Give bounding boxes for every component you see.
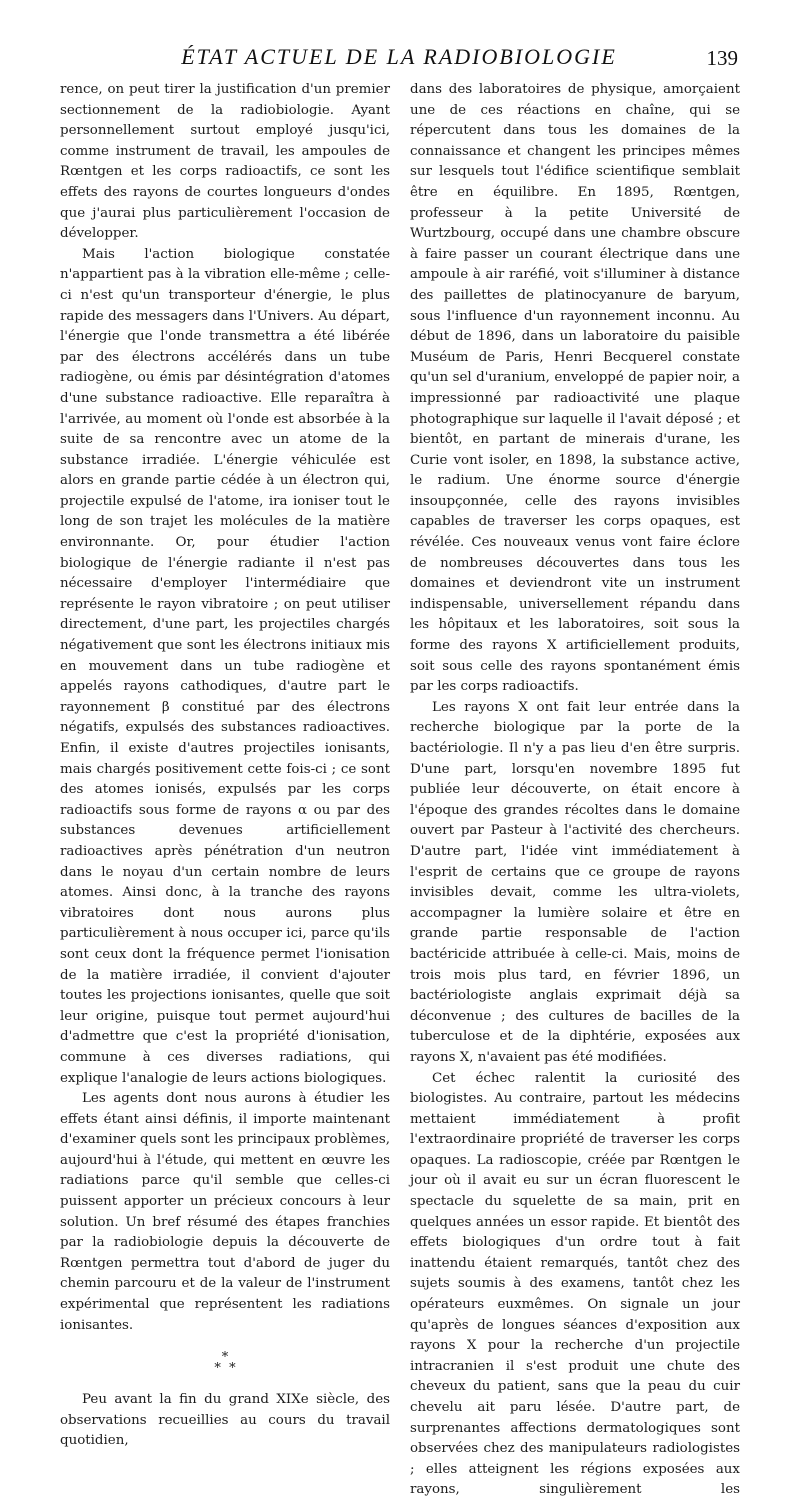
paragraph-right-2: Les rayons X ont fait leur entrée dans la recherche biologique par la porte de la bactériologie. Il n'y a pas lieu d'en être surpris. D'une part, lorsqu'en novembre 1895 fut publiée leur découverte, on était encore à l'époque des grandes récoltes dans le domaine ouvert par Pasteur à l'activité des chercheurs. D'autre part, l'idée vint immédiatement à l'esprit de certains que ce groupe de rayons invisibles devait, comme les ultra-violets, accompagner la lumière solaire et être en grande partie responsable de l'action bactéricide attribuée à celle-ci. Mais, moins de trois mois plus tard, en février 1896, un bactériologiste anglais exprimait déjà sa déconvenue ; des cultures de bacilles de la tuberculose et de la diphtérie, exposées aux rayons X, n'avaient pas été modifiées. bbox=[410, 699, 740, 1065]
paragraph-left-4: Peu avant la fin du grand XIXe siècle, des observations recueillies au cours du travail quotidien, bbox=[60, 1392, 390, 1449]
paragraph-left-1: rence, on peut tirer la justification d'un premier sectionnement de la radiobiologie. Ayant personnellement surtout employé jusqu'ici, comme instrument de travail, les ampoules de Rœntgen et les corps radioactifs, ce sont les effets des rayons de courtes longueurs d'ondes que j'aurai plus particulièrement l'occasion de développer. bbox=[60, 82, 390, 242]
paragraph-left-2: Mais l'action biologique constatée n'appartient pas à la vibration elle-même ; celle-ci n'est qu'un transporteur d'énergie, le plus rapide des messagers dans l'Univers. Au départ, l'énergie que l'onde transmettra a été libérée par des électrons accélérés dans un tube radiogène, ou émis par désintégration d'atomes d'une substance radioactive. Elle reparaîtra à l'arrivée, au moment où l'onde est absorbée à la suite de sa rencontre avec un atome de la substance irradiée. L'énergie véhiculée est alors en grande partie cédée à un électron qui, projectile expulsé de l'atome, ira ioniser tout le long de son trajet les molécules de la matière environnante. Or, pour étudier l'action biologique de l'énergie radiante il n'est pas nécessaire d'employer l'intermédiaire que représente le rayon vibratoire ; on peut utiliser directement, d'une part, les projectiles chargés négativement que sont les électrons initiaux mis en mouvement dans un tube radiogène et appelés rayons cathodiques, d'autre part le rayonnement β constitué par des électrons négatifs, expulsés des substances radioactives. Enfin, il existe d'autres projectiles ionisants, mais chargés positivement cette fois-ci ; ce sont des atomes ionisés, expulsés par les corps radioactifs sous forme de rayons α ou par des substances devenues artificiellement radioactives après pénétration d'un neutron dans le noyau d'un certain nombre de leurs atomes. Ainsi donc, à la tranche des rayons vibratoires dont nous aurons plus particulièrement à nous occuper ici, parce qu'ils sont ceux dont la fréquence permet l'ionisation de la matière irradiée, il convient d'ajouter toutes les projections ionisantes, quelle que soit leur origine, puisque tout permet aujourd'hui d'admettre que c'est la propriété d'ionisation, commune à ces diverses radiations, qui explique l'analogie de leurs actions biologiques. bbox=[60, 246, 390, 1086]
left-column bbox=[60, 80, 390, 1452]
section-separator: * * * bbox=[214, 1350, 236, 1377]
page-header bbox=[60, 44, 738, 74]
right-column bbox=[410, 80, 740, 1501]
paragraph-left-3: Les agents dont nous aurons à étudier les effets étant ainsi définis, il importe maintenant d'examiner quels sont les principaux problèmes, aujourd'hui à l'étude, qui mettent en œuvre les radiations parce qu'il semble que celles-ci puissent apporter un précieux concours à leur solution. Un bref résumé des étapes franchies par la radiobiologie depuis la découverte de Rœntgen permettra tout d'abord de juger du chemin parcouru et de la valeur de l'instrument expérimental que représentent les radiations ionisantes. bbox=[60, 1091, 390, 1333]
paragraph-right-1: dans des laboratoires de physique, amorçaient une de ces réactions en chaîne, qui se répercutent dans tous les domaines de la connaissance et changent les principes mêmes sur lesquels tout l'édifice scientifique semblait être en équilibre. En 1895, Rœntgen, professeur à la petite Université de Wurtzbourg, occupé dans une chambre obscure à faire passer un courant électrique dans une ampoule à air raréfié, voit s'illuminer à distance des paillettes de platinocyanure de baryum, sous l'influence d'un rayonnement inconnu. Au début de 1896, dans un laboratoire du paisible Muséum de Paris, Henri Becquerel constate qu'un sel d'uranium, enveloppé de papier noir, a impressionné par radioactivité une plaque photographique sur laquelle il l'avait déposé ; et bientôt, en partant de minerais d'urane, les Curie vont isoler, en 1898, la substance active, le radium. Une énorme source d'énergie insoupçonnée, celle des rayons invisibles capables de traverser les corps opaques, est révélée. Ces nouveaux venus vont faire éclore de nombreuses découvertes dans tous les domaines et deviendront vite un instrument indispensable, universellement répandu dans les hôpitaux et les laboratoires, soit sous la forme des rayons X artificiellement produits, soit sous celle des rayons spontanément émis par les corps radioactifs. bbox=[410, 82, 740, 695]
page-number: 139 bbox=[706, 46, 738, 70]
running-title: ÉTAT ACTUEL DE LA RADIOBIOLOGIE bbox=[181, 44, 617, 69]
paragraph-right-3: Cet échec ralentit la curiosité des biologistes. Au contraire, partout les médecins mettaient immédiatement à profit l'extraordinaire propriété de traverser les corps opaques. La radioscopie, créée par Rœntgen le jour où il avait eu sur un écran fluorescent le spectacle du squelette de sa main, prit en quelques années un essor rapide. Et bientôt des effets biologiques d'un ordre tout à fait inattendu étaient remarqués, tantôt chez des sujets soumis à des examens, tantôt chez les opérateurs euxmêmes. On signale un jour qu'après de longues séances d'exposition aux rayons X pour la recherche d'un projectile intracranien il s'est produit une chute des cheveux du patient, sans que la peau du cuir chevelu ait paru lésée. D'autre part, de surprenantes affections dermatologiques sont observées chez des manipulateurs radiologistes ; elles atteignent les régions exposées aux rayons, singulièrement les bbox=[410, 1070, 740, 1498]
